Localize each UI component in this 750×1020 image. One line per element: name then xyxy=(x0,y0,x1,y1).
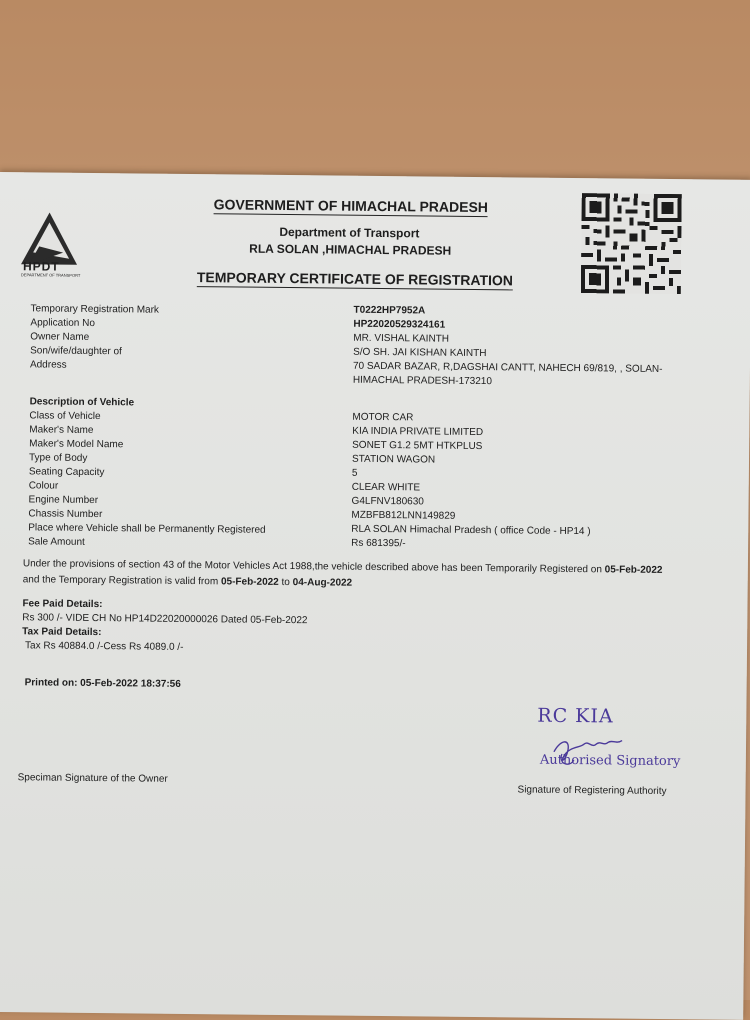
statement-text-1: Under the provisions of section 43 of the Motor Vehicles Act 1988,the vehicle described above has been Temporarily Registered on xyxy=(22,558,605,576)
label-maker: Maker's Name xyxy=(29,424,94,436)
label-model: Maker's Model Name xyxy=(29,438,124,451)
certificate-title: TEMPORARY CERTIFICATE OF REGISTRATION xyxy=(196,269,514,289)
value-engine: G4LFNV180630 xyxy=(351,495,424,508)
value-temp-reg-mark: T0222HP7952A xyxy=(353,304,426,317)
hpdt-logo xyxy=(19,212,80,293)
fee-heading: Fee Paid Details: xyxy=(22,598,103,611)
label-body: Type of Body xyxy=(28,452,88,464)
label-place: Place where Vehicle shall be Permanently Registered xyxy=(28,522,266,536)
rla-heading: RLA SOLAN ,HIMACHAL PRADESH xyxy=(249,241,452,258)
label-seating: Seating Capacity xyxy=(28,466,105,479)
value-chassis: MZBFB812LNN149829 xyxy=(351,509,456,522)
government-heading: GOVERNMENT OF HIMACHAL PRADESH xyxy=(213,196,489,216)
label-address: Address xyxy=(29,359,67,371)
value-body: STATION WAGON xyxy=(351,453,436,466)
label-colour: Colour xyxy=(28,480,59,492)
fee-line: Rs 300 /- VIDE CH No HP14D22020000026 Dated 05-Feb-2022 xyxy=(22,612,308,627)
label-chassis: Chassis Number xyxy=(28,508,103,521)
value-maker: KIA INDIA PRIVATE LIMITED xyxy=(352,425,484,439)
logo-text: HPDT xyxy=(22,259,60,274)
authority-signature-label: Signature of Registering Authority xyxy=(517,784,667,798)
label-owner-name: Owner Name xyxy=(30,331,90,343)
registration-statement xyxy=(23,556,673,595)
statement-date-registered: 05-Feb-2022 xyxy=(604,564,663,576)
value-place: RLA SOLAN Himachal Pradesh ( office Code - HP14 ) xyxy=(351,523,591,538)
printed-on: Printed on: 05-Feb-2022 18:37:56 xyxy=(24,677,181,690)
certificate-paper xyxy=(0,172,750,1020)
qr-code xyxy=(581,193,682,294)
tax-heading: Tax Paid Details: xyxy=(22,626,102,639)
value-address-line2: HIMACHAL PRADESH-173210 xyxy=(352,374,493,388)
value-address-line1: 70 SADAR BAZAR, R,DAGSHAI CANTT, NAHECH 69/819, , SOLAN- xyxy=(352,360,663,375)
value-owner-name: MR. VISHAL KAINTH xyxy=(353,332,450,345)
label-relation: Son/wife/daughter of xyxy=(30,345,122,358)
label-sale-amount: Sale Amount xyxy=(28,536,85,548)
value-application-no: HP22020529324161 xyxy=(353,318,446,331)
label-temp-reg-mark: Temporary Registration Mark xyxy=(30,303,159,316)
label-class: Class of Vehicle xyxy=(29,410,101,423)
stamp-name: RC KIA xyxy=(537,704,614,728)
owner-signature-label: Speciman Signature of the Owner xyxy=(17,772,168,785)
value-seating: 5 xyxy=(351,467,358,479)
department-heading: Department of Transport xyxy=(279,224,420,241)
logo-subtext: DEPARTMENT OF TRANSPORT xyxy=(20,272,81,278)
authorised-signatory-stamp: Authorised Signatory xyxy=(539,752,681,770)
value-relation: S/O SH. JAI KISHAN KAINTH xyxy=(353,346,487,360)
statement-text-3: to xyxy=(278,576,293,589)
value-colour: CLEAR WHITE xyxy=(351,481,421,494)
label-engine: Engine Number xyxy=(28,494,99,507)
statement-date-to: 04-Aug-2022 xyxy=(292,577,353,589)
vehicle-heading: Description of Vehicle xyxy=(29,396,135,409)
value-class: MOTOR CAR xyxy=(352,411,414,424)
value-model: SONET G1.2 5MT HTKPLUS xyxy=(352,439,483,453)
value-sale-amount: Rs 681395/- xyxy=(351,537,406,550)
tax-line: Tax Rs 40884.0 /-Cess Rs 4089.0 /- xyxy=(24,640,184,653)
statement-date-from: 05-Feb-2022 xyxy=(220,576,279,588)
label-application-no: Application No xyxy=(30,317,95,330)
statement-text-2: and the Temporary Registration is valid from xyxy=(22,574,222,588)
